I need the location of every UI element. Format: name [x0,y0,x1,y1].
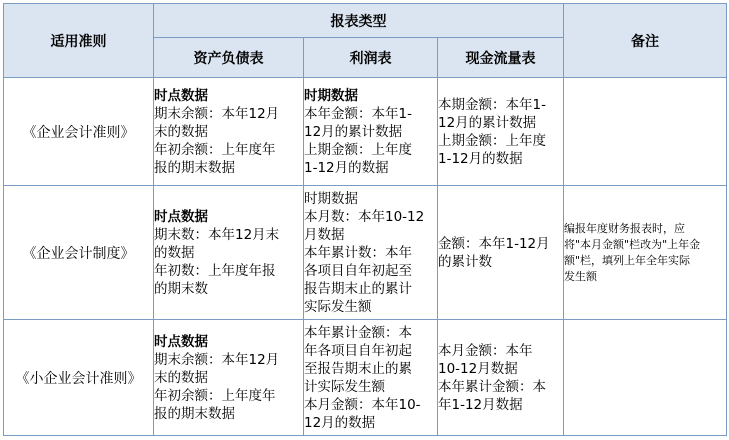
cell-line: 本月金额：本年10- [304,396,421,413]
cash-flow-cell [438,320,564,436]
cell-line: 末的数据 [154,369,208,386]
cell-line: 金额：本年1-12月 [438,235,550,252]
cell-line: 1-12月的数据 [304,159,389,176]
balance-sheet-cell [154,186,304,320]
cell-line: 报的期末数据 [154,405,235,422]
standard-cell: 《企业会计准则》 [4,78,154,186]
cell-line: 年1-12月数据 [438,396,523,413]
standard-cell: 《小企业会计准则》 [4,320,154,436]
header-applicable-standard: 适用准则 [4,4,154,78]
header-remarks: 备注 [564,4,727,78]
cell-line: 12月的累计数据 [304,123,403,140]
income-statement-cell [304,320,438,436]
cell-line: 12月的累计数据 [438,114,537,131]
cash-flow-cell [438,186,564,320]
cell-line: 的数据 [154,244,195,261]
income-statement-cell [304,78,438,186]
header-report-type: 报表类型 [154,4,564,38]
cell-line: 将"本月金额"栏改为"上年金 [564,237,701,251]
data-type-label: 时点数据 [154,87,208,104]
remarks-cell [564,78,727,186]
cell-line: 末的数据 [154,123,208,140]
cell-line: 10-12月数据 [438,360,518,377]
cash-flow-cell [438,78,564,186]
cell-line: 编报年度财务报表时，应 [564,221,685,235]
cell-line: 至报告期末止的累 [304,360,412,377]
cell-line: 额"栏，填列上年全年实际 [564,253,691,267]
cell-line: 的期末数 [154,280,208,297]
cell-line: 期末数：本年12月末 [154,226,280,243]
cell-line: 本期金额：本年1- [438,96,546,113]
cell-line: 上期金额：上年度 [304,141,412,158]
cell-line: 期末余额：本年12月 [154,351,280,368]
balance-sheet-cell [154,320,304,436]
cell-line: 时期数据 [304,190,358,207]
cell-line: 1-12月的数据 [438,150,523,167]
table-row [4,186,727,320]
accounting-standards-table [3,3,727,436]
cell-line: 年初余额：上年度年 [154,387,276,404]
data-type-label: 时期数据 [304,87,358,104]
remarks-cell [564,320,727,436]
table-row [4,78,727,186]
data-type-label: 时点数据 [154,333,208,350]
standard-cell: 《企业会计制度》 [4,186,154,320]
cell-line: 本年金额：本年1- [304,105,412,122]
cell-line: 发生额 [564,269,597,283]
header-cash-flow: 现金流量表 [438,38,564,78]
cell-line: 本月金额：本年 [438,342,533,359]
cell-line: 的累计数 [438,253,492,270]
cell-line: 上期金额：上年度 [438,132,546,149]
balance-sheet-cell [154,78,304,186]
cell-line: 期末余额：本年12月 [154,105,280,122]
cell-line: 报的期末数据 [154,159,235,176]
income-statement-cell [304,186,438,320]
cell-line: 月数据 [304,226,345,243]
cell-line: 本年累计金额：本 [304,324,412,341]
cell-line: 本年累计数：本年 [304,244,412,261]
cell-line: 各项目自年初起至 [304,262,412,279]
header-income-statement: 利润表 [304,38,438,78]
cell-line: 年初余额：上年度年 [154,141,276,158]
remarks-cell [564,186,727,320]
cell-line: 实际发生额 [304,298,372,315]
cell-line: 本月数：本年10-12 [304,208,425,225]
cell-line: 年初数：上年度年报 [154,262,276,279]
cell-line: 报告期末止的累计 [304,280,412,297]
cell-line: 12月的数据 [304,414,376,431]
data-type-label: 时点数据 [154,208,208,225]
cell-line: 年各项目自年初起 [304,342,412,359]
cell-line: 本年累计金额：本 [438,378,546,395]
header-balance-sheet: 资产负债表 [154,38,304,78]
cell-line: 计实际发生额 [304,378,385,395]
table-row [4,320,727,436]
